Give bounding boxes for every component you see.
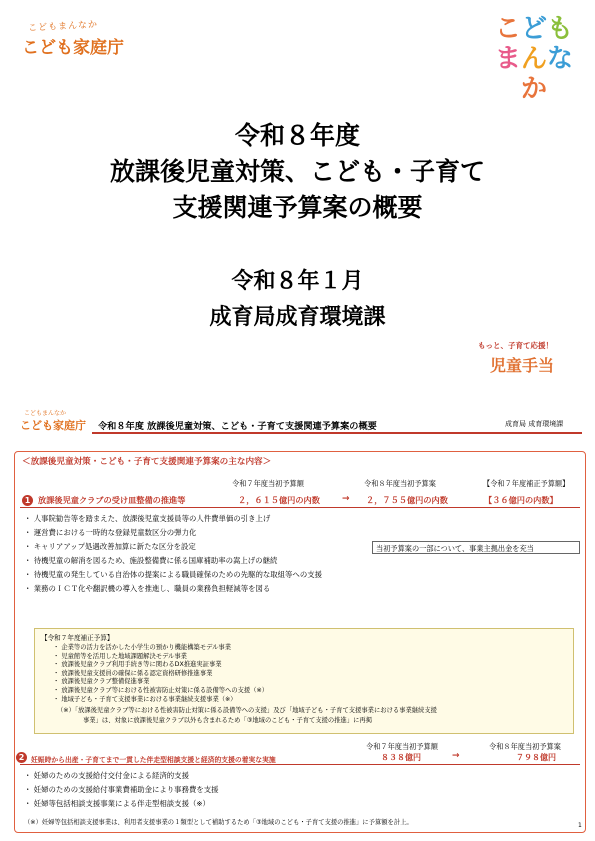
list-item: ・ 放課後児童クラブ等における性被害防止対策に係る設備等への支援（※） xyxy=(53,686,269,694)
col-header-3: 【令和７年度補正予算額】 xyxy=(483,479,570,488)
item1-title: 放課後児童クラブの受け皿整備の推進等 xyxy=(38,495,186,505)
col-header-2: 令和８年度当初予算案 xyxy=(364,479,436,488)
list-item: ・ 業務のＩＣＴ化や翻訳機の導入を推進し、職員の業務負担軽減等を図る xyxy=(24,584,271,593)
jidou-teate-stamp xyxy=(478,340,578,384)
cover-date: 令和８年１月 xyxy=(231,269,364,294)
item2-number-badge xyxy=(16,752,27,763)
list-item: ・ 地域子ども・子育て支援事業における事業継続支援事業（※） xyxy=(53,695,237,703)
col-header-1: 令和７年度当初予算額 xyxy=(232,479,304,488)
stamp-line2: 児童手当 xyxy=(490,356,555,375)
list-item: ・ 妊婦等包括相談支援事業による伴走型相談支援（※） xyxy=(24,799,210,808)
list-item: ・ キャリアアップ処遇改善加算に新たな区分を設定 xyxy=(24,542,196,551)
list-item: ・ 待機児童の発生している自治体の提案による職員確保のための先駆的な取組等への支援 xyxy=(24,570,322,579)
item1-underline xyxy=(20,507,580,508)
item1-amount-2025: ２，６１５億円の内数 xyxy=(238,495,320,505)
slide-agency-name: こども家庭庁 xyxy=(20,419,86,432)
funding-note-box: 当初予算案の一部について、事業主拠出金を充当 xyxy=(372,541,580,554)
item2-arrow: → xyxy=(452,751,460,761)
slide-agency-logo xyxy=(20,408,100,433)
item2-amount-2026: ７９８億円 xyxy=(516,753,556,762)
stamp-line1: もっと、子育て応援！ xyxy=(478,341,553,350)
list-item: ・ 妊婦のための支援給付交付金による経済的支援 xyxy=(24,771,189,780)
col-header-5: 令和８年度当初予算案 xyxy=(489,742,561,751)
slide-header-title: 令和８年度 放課後児童対策、こども・子育て支援関連予算案の概要 xyxy=(98,421,377,432)
item1-number: 1 xyxy=(24,496,31,505)
slide-agency-tagline: こどもまんなか xyxy=(24,410,67,417)
item2-number: 2 xyxy=(18,753,25,762)
item1-bullet-list xyxy=(24,513,364,597)
item2-title: 妊娠時から出産・子育てまで一貫した伴走型相談支援と経済的支援の着実な実施 xyxy=(31,756,276,764)
list-item: ・ 放課後児童クラブ整備促進事業 xyxy=(53,678,150,686)
item1-amount-2026: ２，７５５億円の内数 xyxy=(366,495,448,505)
supplementary-budget-box xyxy=(34,628,574,734)
cover-title-line2: 放課後児童対策、こども・子育て xyxy=(109,157,485,186)
kodomo-mannaka-logo xyxy=(484,14,584,104)
list-item: ・ 放課後児童支援員の確保に係る認定資格研修推進事業 xyxy=(53,669,213,677)
cover-bureau: 成育局成育環境課 xyxy=(209,305,386,330)
item1-number-badge xyxy=(22,495,33,506)
footnote: （※）妊婦等包括相談支援事業は、利用者支援事業の１類型として補助するため「③地域のこども・子育て支援の推進」に予算額を計上。 xyxy=(24,819,413,826)
page-number: 1 xyxy=(578,822,582,829)
list-item: ・ 運営費における一時的な登録児童数区分の弾力化 xyxy=(24,528,197,537)
header-divider xyxy=(92,432,582,434)
list-item: ・ 放課後児童クラブ利用手続き等に関わるDX推進実証事業 xyxy=(53,661,222,669)
supp-note-line1: （※）「放課後児童クラブ等における性被害防止対策に係る設備等への支援」及び「地域子ども・子育て支援事業における事業継続支援 xyxy=(57,707,437,714)
supp-note-line2: 事業」は、対象に放課後児童クラブ以外も含まれるため「③地域のこども・子育て支援の推進」に再掲 xyxy=(83,717,373,724)
item2-bullet-list xyxy=(24,770,424,812)
logo-line1: こども xyxy=(494,14,574,44)
cover-title-line3: 支援関連予算案の概要 xyxy=(172,193,423,222)
col-header-4: 令和７年度当初予算額 xyxy=(366,742,438,751)
supp-title: 【令和７年度補正予算】 xyxy=(41,634,114,642)
list-item: ・ 妊婦のための支援給付事業費補助金により事務費を支援 xyxy=(24,785,219,794)
item2-amount-2025: ８３８億円 xyxy=(381,753,421,762)
logo-line2: まんなか xyxy=(494,44,574,104)
supp-list xyxy=(53,642,268,702)
agency-tagline: こどもまんなか xyxy=(27,20,99,34)
cover-title-line1: 令和８年度 xyxy=(234,121,360,150)
slide-header-bureau: 成育局 成育環境課 xyxy=(505,420,564,428)
item1-arrow: → xyxy=(342,494,350,504)
list-item: ・ 児童館等を活用した地域課題解決モデル事業 xyxy=(53,652,187,660)
agency-logo xyxy=(22,18,132,68)
item2-underline xyxy=(20,764,580,765)
list-item: ・ 待機児童の解消を図るため、施設整備費に係る国庫補助率の嵩上げの継続 xyxy=(24,556,278,565)
item1-amount-supp: 【３６億円の内数】 xyxy=(484,495,558,505)
section-title: ＜放課後児童対策・こども・子育て支援関連予算案の主な内容＞ xyxy=(22,457,272,467)
list-item: ・ 企業等の活力を活かした小学生の預かり機能構築モデル事業 xyxy=(53,644,232,651)
list-item: ・ 人事院勧告等を踏まえた、放課後児童支援員等の人件費単価の引き上げ xyxy=(24,514,271,523)
agency-name: こども家庭庁 xyxy=(22,38,124,58)
